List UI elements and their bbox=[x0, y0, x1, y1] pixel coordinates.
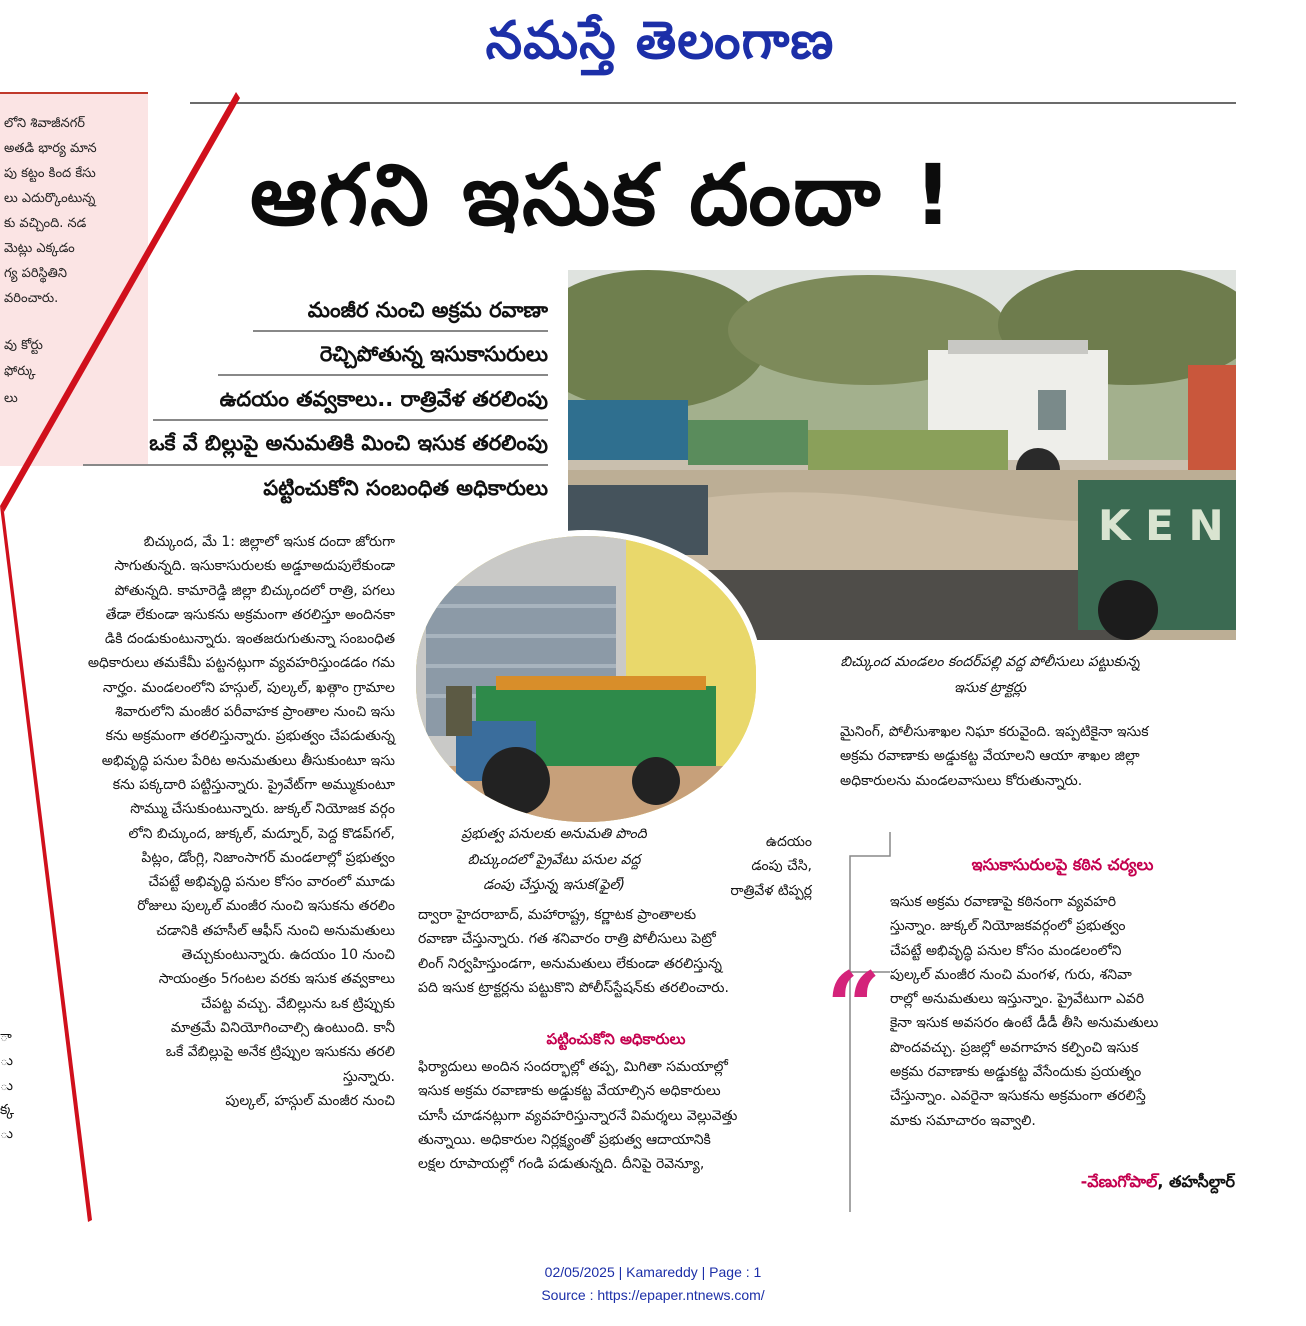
excerpt-line: గ్య పరిస్థితిని bbox=[4, 266, 67, 281]
excerpt-line: పు కట్టం కింద కేసు bbox=[4, 166, 96, 181]
deck-line: ఒకే వే బిల్లుపై అనుమతికి మించి ఇసుక తరలింపు bbox=[149, 431, 548, 455]
deck-line: ఉదయం తవ్వకాలు.. రాత్రివేళ తరలింపు bbox=[219, 387, 548, 411]
excerpt-line: లోని శివాజీనగర్ bbox=[4, 116, 86, 131]
body-line: సాగుతున్నది. ఇసుకాసురులకు అడ్డూఅదుపులేకుండా bbox=[114, 558, 395, 575]
body-line: చడానికి తహసీల్ ఆఫీస్ నుంచి అనుమతులు bbox=[156, 922, 395, 939]
quote-line: అక్రమ రవాణాకు అడ్డుకట్ట వేసేందుకు ప్రయత్నం bbox=[890, 1064, 1142, 1081]
body-line: కను పక్కదారి పట్టిస్తున్నారు. ప్రైవేట్‌గా అమ్ముకుంటూ bbox=[112, 776, 395, 793]
article-column-2-bottom bbox=[418, 1055, 814, 1176]
excerpt-line: లు bbox=[4, 391, 18, 406]
quote-line: చేపట్టే అభివృద్ధి పనుల కోసం మండలంలోని bbox=[890, 942, 1122, 959]
deck-rule bbox=[83, 464, 548, 466]
truck-lettering: K E N bbox=[1098, 501, 1224, 550]
file-tractor-illustration bbox=[416, 536, 756, 822]
deck-rule bbox=[153, 419, 548, 421]
excerpt-line: అతడి భార్య మాన bbox=[4, 141, 97, 156]
article-column-3 bbox=[840, 720, 1235, 793]
photo-circle-caption: బిచ్కుందలో ప్రైవేటు పనుల వద్ద bbox=[467, 852, 641, 868]
body-line: పది ఇసుక ట్రాక్టర్లను పట్టుకొని పోలీస్‌స్టేషన్‌కు తరలించారు. bbox=[418, 979, 729, 996]
article-column-2 bbox=[418, 903, 814, 1000]
body-line: బిచ్కుంద, మే 1: జిల్లాలో ఇసుక దందా జోరుగా bbox=[143, 534, 395, 550]
photo-file-tractor bbox=[416, 536, 756, 822]
body-line: తేడా లేకుండా ఇసుకను అక్రమంగా తరలిస్తూ అందినకా bbox=[105, 606, 395, 623]
excerpt-line: లు ఎదుర్కొంటున్న bbox=[4, 191, 96, 206]
body-line: పోతున్నది. కామారెడ్డి జిల్లా బిచ్కుందలో రాత్రి, పగలు bbox=[114, 582, 395, 599]
body-line: తున్నాయి. అధికారుల నిర్లక్ష్యంతో ప్రభుత్వ ఆదాయానికి bbox=[418, 1131, 711, 1148]
quote-line: కైనా ఇసుక అవసరం ఉంటే డీడీ తీసి అనుమతులు bbox=[890, 1015, 1159, 1032]
body-line: చేపట్ట వచ్చు. వేబిల్లును ఒక ట్రిప్పుకు bbox=[200, 995, 395, 1012]
photo-circle-caption: ప్రభుత్వ పనులకు అనుమతి పొంది bbox=[461, 826, 647, 842]
body-line: డంపు చేసి, bbox=[751, 858, 812, 875]
footer-date-edition: 02/05/2025 | Kamareddy | Page : 1 bbox=[544, 1264, 762, 1280]
quote-designation: , తహసీల్దార్ bbox=[1157, 1172, 1235, 1191]
body-line: ఇసుక అక్రమ రవాణాకు అడ్డుకట్ట వేయాల్సిన అధికారులు bbox=[418, 1083, 721, 1100]
body-line: రోజులు పుల్కల్ మంజీర నుంచి ఇసుకను తరలిం bbox=[137, 898, 395, 915]
body-line: శివారులోని మంజీర పరీవాహక ప్రాంతాల నుంచి ఇసు bbox=[115, 704, 395, 721]
fragment: క్క bbox=[0, 1101, 15, 1118]
article-column-2-top bbox=[700, 830, 812, 903]
deck-line: పట్టించుకోని సంబంధిత అధికారులు bbox=[263, 476, 548, 500]
body-line: అధికారులను మండలవాసులు కోరుతున్నారు. bbox=[840, 772, 1083, 789]
body-line: మైనింగ్, పోలీసుశాఖల నిఘా కరువైంది. ఇప్పటికైనా ఇసుక bbox=[840, 724, 1149, 740]
body-line: పుల్కల్, హస్గుల్ మంజీర నుంచి bbox=[225, 1092, 395, 1109]
deck-rule bbox=[218, 374, 548, 376]
fragment: ా bbox=[0, 1029, 12, 1045]
quote-author: -వేణుగోపాల్ bbox=[1080, 1172, 1158, 1191]
body-line: రవాణా చేస్తున్నారు. గత శనివారం రాత్రి పోలీసులు పెట్రో bbox=[418, 931, 716, 948]
fragment: ు bbox=[0, 1077, 13, 1094]
quote-title: ఇసుకాసురులపై కఠిన చర్యలు bbox=[971, 855, 1154, 874]
body-line: ఒకే వేబిల్లుపై అనేక ట్రిప్పుల ఇసుకను తరలి bbox=[165, 1044, 395, 1061]
masthead-title: నమస్తే తెలంగాణ bbox=[485, 10, 835, 71]
quote-line: ఇసుక అక్రమ రవాణాపై కఠినంగా వ్యవహరి bbox=[890, 894, 1117, 910]
body-line: అక్రమ రవాణాకు అడ్డుకట్ట వేయాలని ఆయా శాఖల జిల్లా bbox=[840, 748, 1140, 765]
body-line: పిట్లం, డోంగ్లి, నిజాంసాగర్ మండలాల్లో ప్రభుత్వం bbox=[141, 849, 395, 866]
headline: ఆగని ఇసుక దందా ! bbox=[250, 146, 955, 244]
quote-attribution bbox=[1010, 1172, 1235, 1198]
quote-line: పొందవచ్చు. ప్రజల్లో అవగాహన కల్పించి ఇసుక bbox=[890, 1039, 1139, 1056]
left-edge-fragments bbox=[0, 1025, 16, 1175]
body-line: కను అక్రమంగా తరలిస్తున్నారు. ప్రభుత్వం చేపడుతున్న bbox=[105, 728, 395, 745]
quote-line: పుల్కల్ మంజీర నుంచి మంగళ, గురు, శనివా bbox=[890, 966, 1132, 983]
body-line: డికి దండుకుంటున్నారు. ఇంతజరుగుతున్నా సంబంధిత bbox=[104, 631, 395, 648]
body-line: నార్హం. మండలంలోని హస్గుల్, పుల్కల్, ఖత్గాం గ్రామాల bbox=[102, 679, 395, 696]
masthead-rule bbox=[190, 102, 1236, 104]
quote-line: స్తున్నాం. జుక్కల్ నియోజకవర్గంలో ప్రభుత్వం bbox=[890, 918, 1126, 935]
body-line: ఉదయం bbox=[765, 834, 812, 850]
body-line: చూసీ చూడనట్లుగా వ్యవహరిస్తున్నారనే విమర్శలు వెల్లువెత్తు bbox=[418, 1107, 738, 1124]
body-line: ద్వారా హైదరాబాద్, మహారాష్ట్ర, కర్ణాటక ప్రాంతాలకు bbox=[418, 907, 697, 923]
photo-main-caption: ఇసుక ట్రాక్టర్లు bbox=[954, 680, 1026, 696]
body-line: లింగ్ నిర్వహిస్తుండగా, అనుమతులు లేకుండా తరలిస్తున్న bbox=[418, 955, 723, 972]
photo-circle-caption: డంపు చేస్తున్న ఇసుక(ఫైల్) bbox=[483, 877, 625, 893]
excerpt-line: వరించారు. bbox=[4, 291, 59, 306]
excerpt-line: కు వచ్చింది. నడ bbox=[4, 216, 87, 231]
body-line: అభివృద్ధి పనుల పేరిట అనుమతులు తీసుకుంటూ ఇసు bbox=[101, 752, 395, 769]
fragment: ు bbox=[0, 1126, 13, 1143]
body-line: లోని బిచ్కుంద, జుక్కల్, మద్నూర్, పెద్ద కొడప్‌గల్, bbox=[128, 825, 395, 842]
footer-source-link[interactable]: Source : https://epaper.ntnews.com/ bbox=[541, 1287, 765, 1303]
quote-body bbox=[890, 890, 1235, 1133]
body-line: తెచ్చుకుంటున్నారు. ఉదయం 10 నుంచి bbox=[181, 947, 395, 964]
quote-mark-icon: “ bbox=[826, 951, 882, 1064]
body-line: లక్షల రూపాయల్లో గండి పడుతున్నది. దీనిపై రెవెన్యూ, bbox=[418, 1156, 705, 1173]
body-line: స్తున్నారు. bbox=[343, 1068, 395, 1085]
body-line: చేపట్టే అభివృద్ధి పనుల కోసం వారంలో మూడు bbox=[148, 874, 395, 891]
excerpt-line: వు కోర్టు bbox=[4, 338, 43, 353]
photo-main-caption: బిచ్కుంద మండలం కందర్‌పల్లి వద్ద పోలీసులు పట్టుకున్న bbox=[840, 654, 1140, 670]
deck-rule bbox=[253, 330, 548, 332]
body-line: అధికారులు తమకేమీ పట్టనట్లుగా వ్యవహరిస్తుండడం గమ bbox=[87, 655, 395, 672]
body-line: సొమ్ము చేసుకుంటున్నారు. జుక్కల్ నియోజక వర్గం bbox=[130, 801, 395, 818]
excerpt-line: ఫోర్కు bbox=[4, 364, 36, 379]
body-line: ఫిర్యాదులు అందిన సందర్భాల్లో తప్ప, మిగితా సమయాల్లో bbox=[418, 1059, 728, 1075]
deck-line: రెచ్చిపోతున్న ఇసుకాసురులు bbox=[319, 342, 548, 366]
quote-line: చేస్తున్నాం. ఎవరైనా ఇసుకను అక్రమంగా తరలిస్తే bbox=[890, 1088, 1146, 1105]
deck-line: మంజీర నుంచి అక్రమ రవాణా bbox=[307, 298, 548, 322]
body-line: రాత్రివేళ టిప్పర్ల bbox=[730, 882, 812, 899]
column-2-subhead: పట్టించుకోని అధికారులు bbox=[546, 1030, 686, 1048]
body-line: సాయంత్రం 5గంటల వరకు ఇసుక తవ్వకాలు bbox=[158, 971, 395, 988]
body-line: మాత్రమే వినియోగించాల్సి ఉంటుంది. కానీ bbox=[170, 1019, 395, 1036]
article-column-1 bbox=[50, 530, 395, 1113]
quote-line: రాల్లో అనుమతులు ఇస్తున్నాం. ప్రైవేటుగా ఎవరి bbox=[890, 991, 1145, 1008]
quote-line: మాకు సమాచారం ఇవ్వాలి. bbox=[890, 1112, 1036, 1129]
excerpt-line: మెట్లు ఎక్కడం bbox=[4, 241, 75, 256]
fragment: ు bbox=[0, 1053, 13, 1070]
